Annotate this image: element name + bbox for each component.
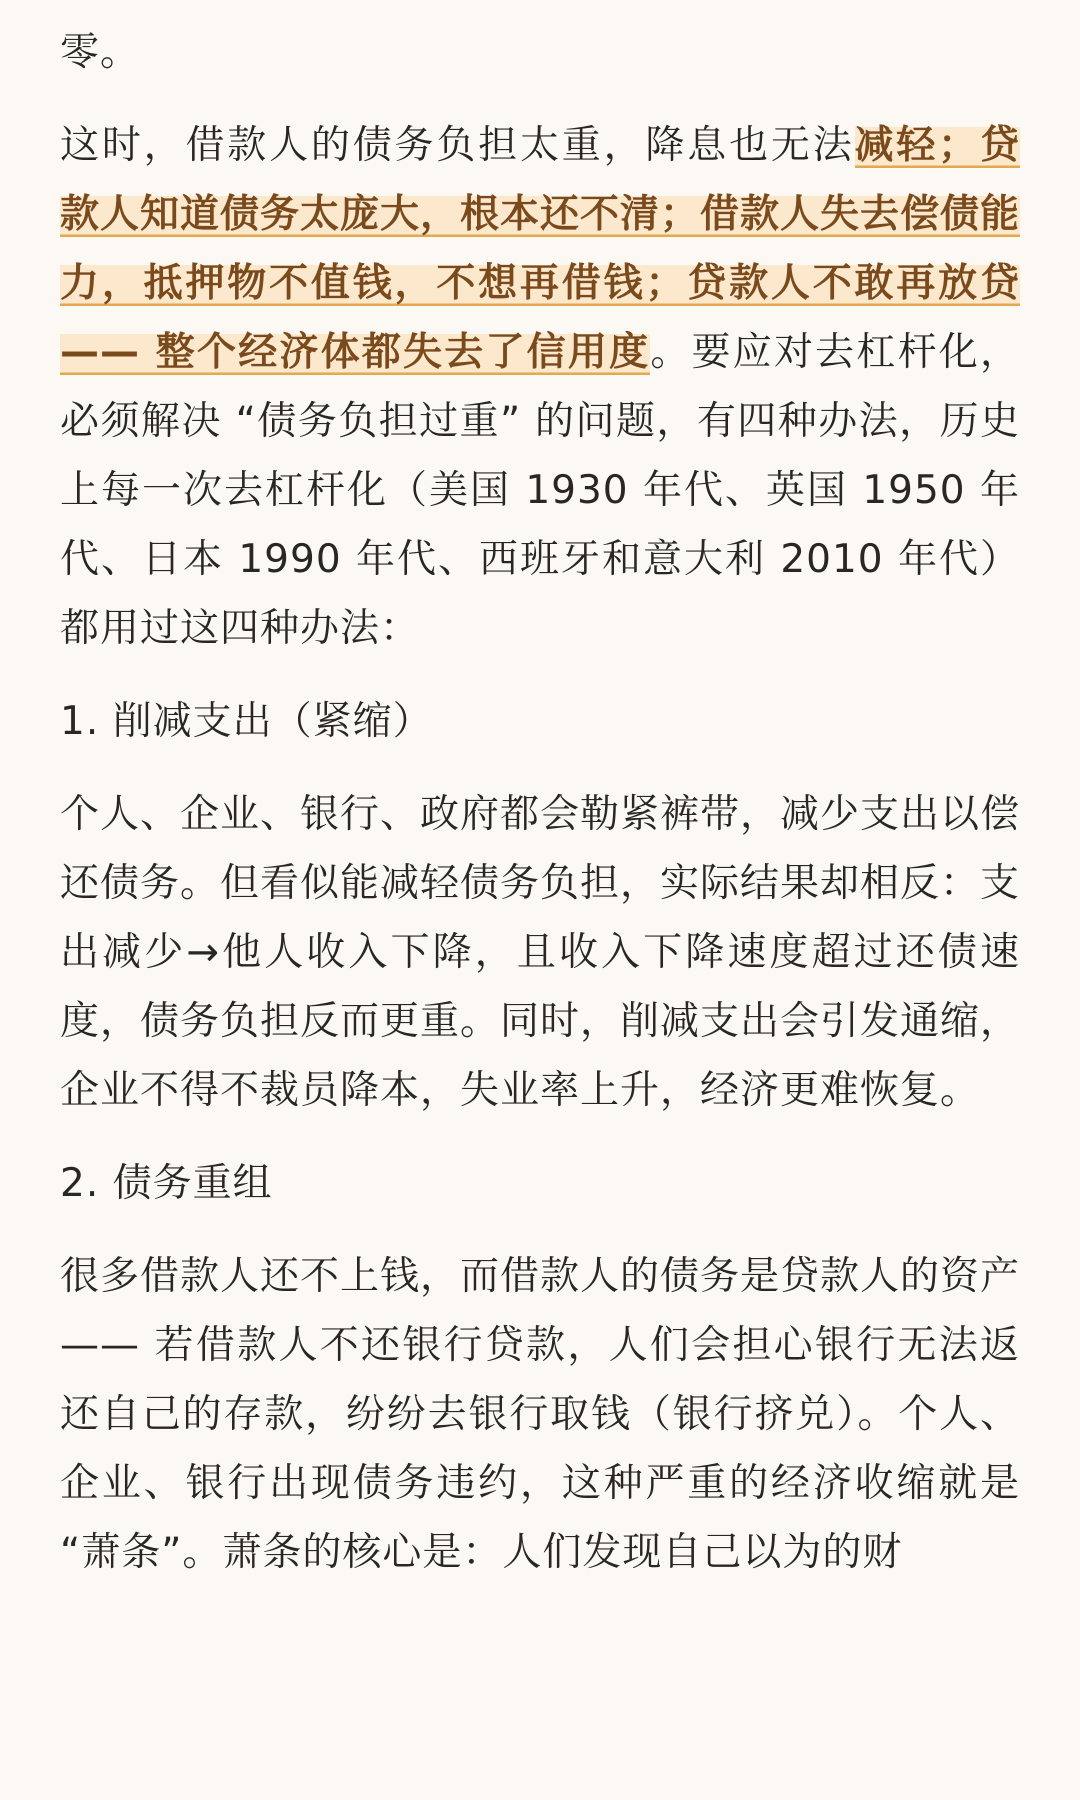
paragraph-text-end: 。要应对去杠杆化，必须解决 “债务负担过重” 的问题，有四种办法，历史上每一次去杠杆化（美国 1930 年代、英国 1950 年代、日本 1990 年代、西班牙和意大利 2010 年代）都用过这四种办法： [60, 330, 1020, 651]
paragraph-deleveraging [60, 111, 1020, 663]
section-heading-austerity: 1. 削减支出（紧缩） [60, 699, 433, 744]
paragraph-austerity: 个人、企业、银行、政府都会勒紧裤带，减少支出以偿还债务。但看似能减轻债务负担，实际结果却相反：支出减少→他人收入下降，且收入下降速度超过还债速度，债务负担反而更重。同时，削减支出会引发通缩，企业不得不裁员降本，失业率上升，经济更难恢复。 [60, 792, 1021, 1113]
paragraph-intro-tail: 零。 [60, 30, 141, 75]
highlighted-text[interactable]: 减轻；贷款人知道债务太庞大，根本还不清；借款人失去偿债能力，抵押物不值钱，不想再借钱；贷款人不敢再放贷 —— 整个经济体都失去了信用度 [60, 123, 1021, 375]
section-heading-debt-restructuring: 2. 债务重组 [60, 1161, 273, 1206]
paragraph-text-start: 这时，借款人的债务负担太重，降息也无法 [60, 123, 855, 168]
paragraph-debt-restructuring: 很多借款人还不上钱，而借款人的债务是贷款人的资产 —— 若借款人不还银行贷款，人们会担心银行无法返还自己的存款，纷纷去银行取钱（银行挤兑）。个人、企业、银行出现债务违约，这种严重的经济收缩就是 “萧条”。萧条的核心是：人们发现自己以为的财 [60, 1254, 1021, 1575]
